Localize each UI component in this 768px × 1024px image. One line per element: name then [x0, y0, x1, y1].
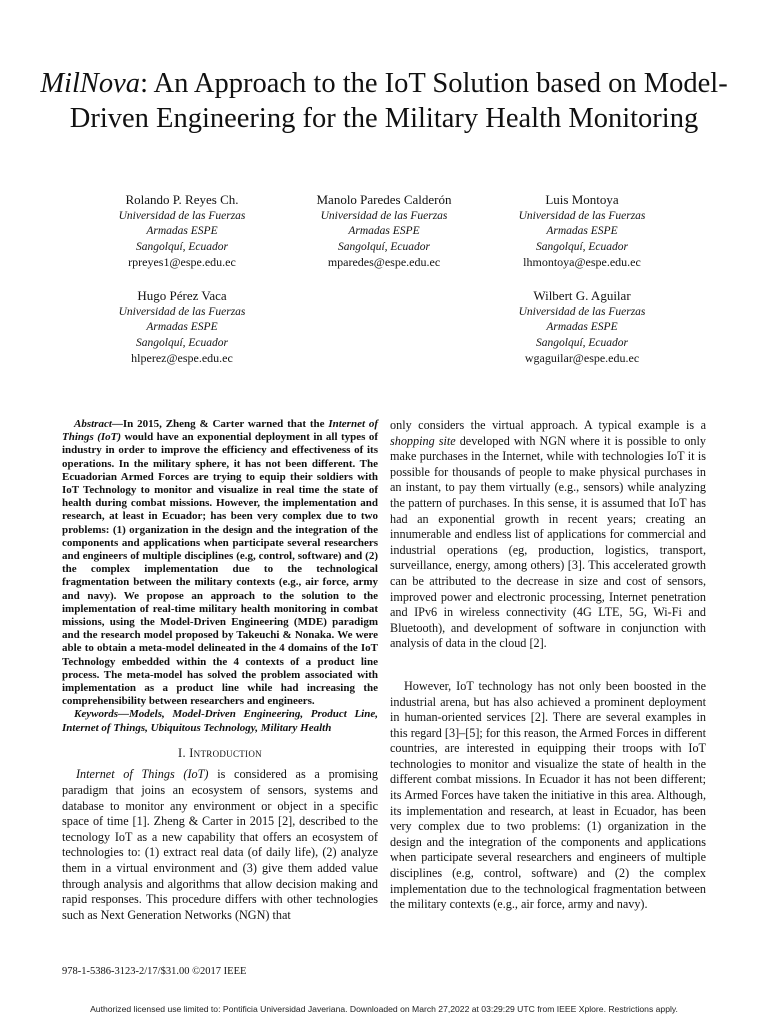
keywords	[62, 708, 378, 734]
author-location: Sangolquí, Ecuador	[136, 240, 228, 253]
right-paragraph-1	[390, 418, 706, 652]
author-block	[472, 288, 692, 367]
author-email: mparedes@espe.edu.ec	[327, 255, 441, 270]
right-paragraph-2: However, IoT technology has not only been boosted in the industrial arena, but has also achieved a prominent deployment in human-oriented services [2]. There are several examples in this regard [3]–[5]; for this reason, the Armed Forces in different countries, are interested in equipping their troops with IoT technologies to monitor and visualize the state of health in the different combat missions. In Ecuador it has not been different; its Armed Forces have taken the initiative in this area. Although, its implementation and research, at least in Ecuador, has been very complex due to two problems: (1) organization in the design and the integration of the components and applications when participate several researchers and engineers of multiple disciplines (e.g, control, software) and (2) the complex implementation due to the technological fragmentation between the military contexts (e.g., air force, army and navy).	[390, 678, 706, 912]
left-column	[62, 418, 378, 923]
author-email: wgaguilar@espe.edu.ec	[524, 351, 640, 366]
author-location: Sangolquí, Ecuador	[338, 240, 430, 253]
author-affiliation: Universidad de las Fuerzas	[518, 305, 646, 318]
author-email: rpreyes1@espe.edu.ec	[128, 255, 236, 270]
title-rest: : An Approach to the IoT Solution based on Model-Driven Engineering for the Military Health Monitoring	[69, 68, 728, 134]
abstract-text: would have an exponential deployment in all types of industry in order to improve the efficiency and effectiveness of its operations. In the military sphere, it has not been different. The Ecuadorian Armed Forces are trying to equip their soldiers with IoT Technology to monitor and visualize in real time the state of health during combat missions. However, the implementation and research, at least in Ecuador; has been very complex due to two problems: (1) organization in the design and the integration of the components and applications when participate several researchers and engineers of multiple disciplines (e.g, control, software) and (2) the complex implementation due to the technological fragmentation between the military contexts (e.g., air force, army and navy). We propose an approach to the solution to the implementation of real-time military health monitoring in combat missions, using the Model-Driven Engineering (MDE) paradigm and the research model proposed by Takeuchi & Nonaka. We were able to obtain a meta-model delineated in the 4 domains of the IoT Technology embedded within the 4 contexts of a product line process. The meta-model has solved the problem associated with implementation as a product line while had increasing the comprehensibility between researchers and engineers.	[62, 431, 378, 708]
author-email: hlperez@espe.edu.ec	[131, 351, 233, 366]
keywords-text: —Models, Model-Driven Engineering, Product Line, Internet of Things, Ubiquitous Technology, Military Health	[62, 708, 378, 734]
author-affiliation: Universidad de las Fuerzas	[518, 209, 646, 222]
abstract-label: Abstract	[74, 418, 112, 430]
paper-title	[40, 66, 728, 136]
paragraph-text: developed with NGN where it is possible to only make purchases in the Internet, while with technologies IoT it is possible for thousands of people to make physical purchases in an instant, to pay them virtually (e.g., sensors) while analyzing the pattern of purchases. In this sense, it is assumed that IoT has had an exponential growth in recent years; creating an innumerable and endless list of applications for commercial and industrial operations (eg, production, logistics, transport, surveillance, energy, among others) [3]. This accelerated growth can be attributed to the decrease in size and cost of sensors, improved power and electronic processing, Internet penetration and IPv6 in wireless connectivity (4G LTE, 5G, Wi-Fi and Bluetooth), and development of software in conjunction with analysis of data in the cloud [2].	[390, 433, 706, 651]
author-name: Rolando P. Reyes Ch.	[125, 192, 239, 207]
author-affiliation: Universidad de las Fuerzas	[118, 209, 246, 222]
author-email: lhmontoya@espe.edu.ec	[523, 255, 641, 270]
author-name: Luis Montoya	[545, 192, 619, 207]
author-affiliation: Universidad de las Fuerzas	[118, 305, 246, 318]
author-affiliation: Armadas ESPE	[146, 225, 218, 238]
author-location: Sangolquí, Ecuador	[536, 336, 628, 349]
author-affiliation: Armadas ESPE	[546, 225, 618, 238]
license-notice: Authorized licensed use limited to: Pontificia Universidad Javeriana. Downloaded on March 27,2022 at 03:29:29 UTC from IEEE Xplore. Restrictions apply.	[90, 1004, 678, 1014]
right-column	[390, 418, 706, 913]
shopping-site-term: shopping site	[390, 433, 456, 448]
paragraph-text: only considers the virtual approach. A typical example is a	[390, 418, 706, 432]
author-affiliation: Armadas ESPE	[546, 321, 618, 334]
keywords-label: Keywords	[74, 708, 118, 721]
author-affiliation: Armadas ESPE	[146, 321, 218, 334]
author-block	[72, 288, 292, 367]
author-block	[274, 192, 494, 271]
abstract-text: —In 2015, Zheng & Carter warned that the	[111, 418, 329, 430]
author-affiliation: Armadas ESPE	[348, 225, 420, 238]
title-milnova: MilNova	[40, 68, 141, 99]
author-location: Sangolquí, Ecuador	[136, 336, 228, 349]
copyright-line: 978-1-5386-3123-2/17/$31.00 ©2017 IEEE	[62, 966, 247, 977]
intro-text: is considered as a promising paradigm that joins an ecosystem of sensors, systems and database to monitor any environment or object in a specific space of time [1]. Zheng & Carter in 2015 [2], described to the tecnology IoT as a new capability that offers an ecosystem of technologies to: (1) extract real data (of daily life), (2) analyze them in a virtual environment and (3) give them added value through analysis and algorithms that allow decision making and rapid responses. This procedure differs with other technologies such as Next Generation Networks (NGN) that	[62, 767, 378, 922]
intro-iot-term: Internet of Things (IoT)	[76, 767, 209, 782]
author-name: Hugo Pérez Vaca	[137, 288, 227, 303]
author-location: Sangolquí, Ecuador	[536, 240, 628, 253]
abstract-iot-term: Internet of Things (IoT)	[62, 418, 379, 444]
abstract	[62, 418, 378, 708]
section-heading-introduction: I. Introduction	[178, 745, 262, 760]
author-affiliation: Universidad de las Fuerzas	[320, 209, 448, 222]
author-block	[472, 192, 692, 271]
author-block	[72, 192, 292, 271]
author-name: Wilbert G. Aguilar	[533, 288, 631, 303]
author-name: Manolo Paredes Calderón	[316, 192, 452, 207]
introduction-paragraph	[62, 767, 378, 923]
